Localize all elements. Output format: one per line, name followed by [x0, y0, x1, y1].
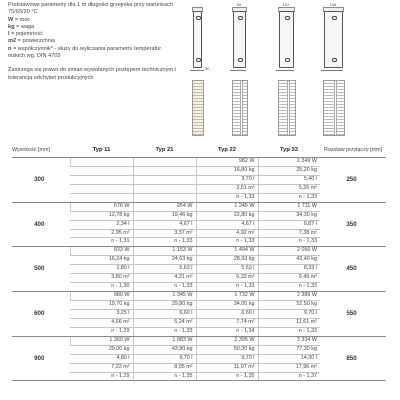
depth-label: 102 [282, 2, 290, 7]
value-cell: 5,26 m² [258, 184, 320, 193]
height-cell: 400 [12, 202, 70, 247]
value-cell [70, 184, 133, 193]
value-cell: 4,67 l [133, 220, 196, 229]
spacing-cell: 250 [320, 158, 386, 203]
value-cell: 6,33 m² [196, 274, 258, 283]
value-cell: 43,40 kg [258, 256, 320, 265]
mounting-base [321, 64, 343, 71]
value-cell: n - 1,33 [258, 327, 320, 336]
value-cell: n - 1,33 [258, 283, 320, 292]
radiator-type-11-drawing [185, 2, 211, 140]
value-cell: 676 W [70, 202, 133, 211]
value-cell: n - 1,33 [258, 193, 320, 202]
value-cell: 1 345 W [133, 292, 196, 301]
fin-panel [232, 80, 248, 136]
value-cell: 9,70 l [258, 309, 320, 318]
value-cell [70, 175, 133, 184]
value-cell: 29,80 kg [133, 301, 196, 310]
value-cell: 4,80 l [70, 354, 133, 363]
spacing-cell: 550 [320, 292, 386, 337]
disclaimer: Zastrzega się prawo do zmian wywołanych postępem technicznym i tolerancją odchyleń produkcyjnych [8, 67, 176, 81]
value-cell [70, 193, 133, 202]
value-cell: 2 056 W [258, 247, 320, 256]
value-cell: 1 494 W [196, 247, 258, 256]
spacing-cell: 450 [320, 247, 386, 292]
radiator-profile [233, 11, 246, 68]
value-cell [133, 184, 196, 193]
value-cell: n - 1,33 [196, 238, 258, 247]
value-cell: 1 153 W [133, 247, 196, 256]
legend-kg: kg = waga [8, 23, 35, 30]
value-cell [133, 193, 196, 202]
value-cell: 50,30 kg [196, 345, 258, 354]
value-cell: n - 1,29 [70, 372, 133, 381]
value-cell: n - 1,33 [196, 193, 258, 202]
value-cell: 1 349 W [258, 158, 320, 167]
depth-label: 60 [236, 2, 242, 7]
value-cell: 980 W [70, 292, 133, 301]
value-cell: n - 1,34 [196, 327, 258, 336]
table-row [12, 158, 386, 167]
mounting-base [230, 64, 246, 71]
height-cell: 900 [12, 336, 70, 381]
value-cell: 6,60 l [133, 309, 196, 318]
value-cell [133, 175, 196, 184]
value-cell: 34,30 kg [258, 211, 320, 220]
radiator-type-21-drawing [226, 2, 252, 140]
value-cell: 5,63 l [133, 265, 196, 274]
value-cell: 6,60 l [196, 309, 258, 318]
value-cell: 2,80 l [70, 265, 133, 274]
table-row [12, 247, 386, 256]
value-cell: 2 389 W [258, 292, 320, 301]
spacing-cell: 850 [320, 336, 386, 381]
value-cell: 5,40 l [258, 175, 320, 184]
table-header-row [12, 143, 386, 158]
table-row [12, 202, 386, 211]
value-cell: 3,51 m² [196, 184, 258, 193]
radiator-type-33-drawing [318, 2, 348, 140]
table-row [12, 336, 386, 345]
value-cell: 2,95 m² [70, 229, 133, 238]
value-cell: 3,25 l [70, 309, 133, 318]
value-cell: 5,24 m² [133, 318, 196, 327]
value-cell: n - 1,35 [133, 372, 196, 381]
value-cell: 11,97 m² [196, 363, 258, 372]
value-cell: 14,30 l [258, 354, 320, 363]
value-cell: 1 245 W [196, 202, 258, 211]
value-cell: 3,80 m² [70, 274, 133, 283]
value-cell: 7,38 m² [258, 229, 320, 238]
value-cell: 9,49 m² [258, 274, 320, 283]
value-cell: 9,70 l [133, 354, 196, 363]
value-cell [133, 166, 196, 175]
value-cell: 52,50 kg [258, 301, 320, 310]
value-cell: 3,70 l [196, 175, 258, 184]
type-22-header: Typ 22 [196, 143, 258, 158]
value-cell: 34,00 kg [196, 301, 258, 310]
value-cell: 954 W [133, 202, 196, 211]
value-cell: n - 1,33 [258, 238, 320, 247]
value-cell: 9,70 l [196, 354, 258, 363]
value-cell: 77,30 kg [258, 345, 320, 354]
value-cell [70, 166, 133, 175]
radiator-parameters-table [12, 143, 386, 381]
value-cell: n - 1,33 [133, 327, 196, 336]
height-cell: 500 [12, 247, 70, 292]
fin-panel [192, 80, 204, 136]
value-cell: 1 883 W [133, 336, 196, 345]
value-cell: 11,61 m² [258, 318, 320, 327]
value-cell: 28,93 kg [196, 256, 258, 265]
height-column-header: Wysokość [mm] [12, 143, 70, 158]
parameter-notes [8, 2, 178, 82]
legend-m2: m2 = powierzchnia [8, 38, 56, 45]
mounting-base [276, 64, 294, 71]
value-cell: 16,80 kg [196, 166, 258, 175]
radiator-profile [324, 11, 343, 68]
value-cell: 43,90 kg [133, 345, 196, 354]
value-cell: 17,96 m² [258, 363, 320, 372]
legend-n: n = współczynnik* - służy do wyliczania parametru temperatur niskich wg. DIN 4703 [8, 45, 162, 60]
value-cell: 7,22 m² [70, 363, 133, 372]
radiator-profile [279, 11, 294, 68]
fin-panel [278, 80, 296, 136]
value-cell: 7,74 m² [196, 318, 258, 327]
value-cell: 6,87 l [258, 220, 320, 229]
value-cell [70, 158, 133, 167]
value-cell: 29,00 kg [70, 345, 133, 354]
value-cell: 8,05 m² [133, 363, 196, 372]
depth-label: 158 [329, 2, 337, 7]
value-cell: 22,80 kg [196, 211, 258, 220]
height-cell: 600 [12, 292, 70, 337]
spacing-column-header: Rozstaw przyłączy [mm] [320, 143, 386, 158]
value-cell: n - 1,33 [133, 238, 196, 247]
radiator-type-22-drawing [272, 2, 300, 140]
value-cell: 1 711 W [258, 202, 320, 211]
value-cell: 4,31 m² [133, 274, 196, 283]
value-cell: n - 1,31 [70, 238, 133, 247]
radiator-profile [193, 11, 202, 68]
value-cell: 833 W [70, 247, 133, 256]
value-cell: 12,78 kg [70, 211, 133, 220]
value-cell: 19,46 kg [133, 211, 196, 220]
value-cell: 8,33 l [258, 265, 320, 274]
value-cell: n - 1,30 [70, 283, 133, 292]
value-cell [133, 158, 196, 167]
value-cell: n - 1,33 [196, 283, 258, 292]
value-cell: 19,70 kg [70, 301, 133, 310]
value-cell: n - 1,35 [196, 372, 258, 381]
height-cell: 300 [12, 158, 70, 203]
type-11-header: Typ 11 [70, 143, 133, 158]
legend-w: W = moc [8, 16, 31, 23]
notes-intro: Podstawowe parametry dla 1 m długości grzejnika przy warunkach 75/65/20 °C [8, 2, 174, 16]
type-33-header: Typ 33 [258, 143, 320, 158]
value-cell: 25,20 kg [258, 166, 320, 175]
value-cell: n - 1,33 [133, 283, 196, 292]
value-cell: 982 W [196, 158, 258, 167]
value-cell: 24,63 kg [133, 256, 196, 265]
value-cell: 3 334 W [258, 336, 320, 345]
table-row [12, 292, 386, 301]
value-cell: 1 360 W [70, 336, 133, 345]
spacing-cell: 350 [320, 202, 386, 247]
value-cell: 4,92 m² [196, 229, 258, 238]
type-21-header: Typ 21 [133, 143, 196, 158]
value-cell: n - 1,37 [258, 372, 320, 381]
value-cell: 4,67 l [196, 220, 258, 229]
value-cell: 4,66 m² [70, 318, 133, 327]
value-cell: 2 395 W [196, 336, 258, 345]
value-cell: 1 732 W [196, 292, 258, 301]
value-cell: 16,24 kg [70, 256, 133, 265]
legend-l: l = pojemność [8, 31, 43, 38]
value-cell: 5,63 l [196, 265, 258, 274]
bottom-dimension: 30 [205, 66, 210, 71]
value-cell: n - 1,29 [70, 327, 133, 336]
mounting-base [190, 64, 204, 71]
value-cell: 2,34 l [70, 220, 133, 229]
fin-panel [323, 80, 345, 136]
value-cell: 3,37 m² [133, 229, 196, 238]
